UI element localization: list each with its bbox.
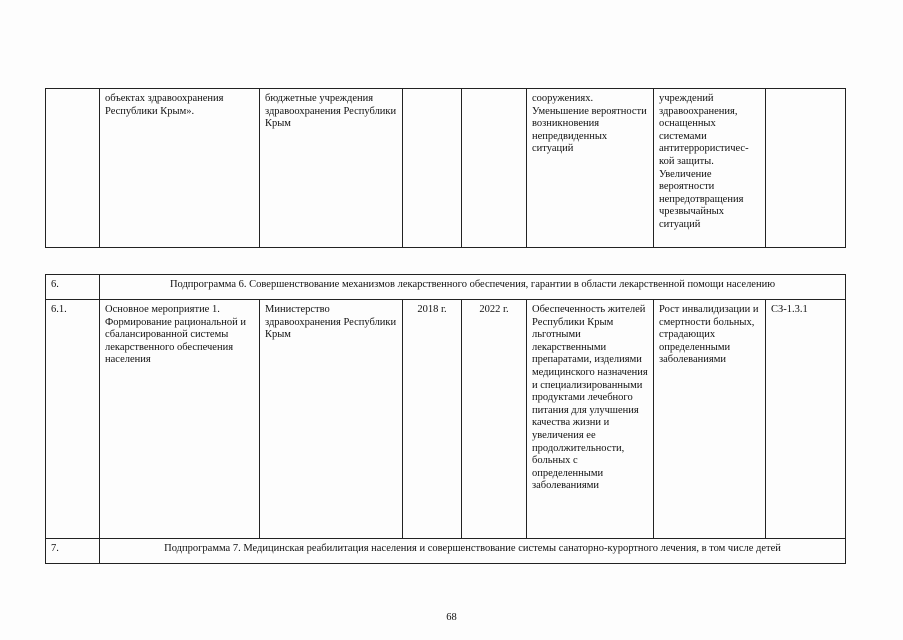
cell-link: СЗ-1.3.1 — [766, 300, 846, 539]
cell-number: 6.1. — [46, 300, 100, 539]
table-row-6-1 — [46, 300, 846, 539]
cell-consequences: учреждений здравоохранения, оснащенных системами антитеррористичес-кой защиты. Увеличение вероятности непредотвращения чрезвычайных ситуаций — [654, 89, 766, 248]
cell-consequences: Рост инвалидизации и смертности больных, страдающих определенными заболеваниями — [654, 300, 766, 539]
cell-end — [462, 89, 527, 248]
table-row — [46, 89, 846, 248]
page-number: 68 — [446, 612, 457, 623]
section-number: 7. — [46, 539, 100, 564]
section-number: 6. — [46, 275, 100, 300]
cell-start: 2018 г. — [403, 300, 462, 539]
cell-start — [403, 89, 462, 248]
cell-event: Основное мероприятие 1. Формирование рациональной и сбалансированной системы лекарственного обеспечения населения — [100, 300, 260, 539]
table-main — [45, 274, 846, 564]
section-title: Подпрограмма 7. Медицинская реабилитация населения и совершенствование системы санаторно-курортного лечения, в том числе детей — [100, 539, 846, 564]
cell-expected-result: Обеспеченность жителей Республики Крым льготными лекарственными препаратами, изделиями медицинского назначения и специализированными продуктами лечебного питания для улучшения качества жизни и увеличения ее продолжительности, больных с определенными заболеваниями — [527, 300, 654, 539]
table-top-continuation — [45, 88, 846, 248]
cell-end: 2022 г. — [462, 300, 527, 539]
cell-event: объектах здравоохранения Республики Крым». — [100, 89, 260, 248]
cell-link — [766, 89, 846, 248]
cell-executor: Министерство здравоохранения Республики Крым — [260, 300, 403, 539]
table-row-section-6 — [46, 275, 846, 300]
cell-expected-result: сооружениях. Уменьшение вероятности возникновения непредвиденных ситуаций — [527, 89, 654, 248]
cell-executor: бюджетные учреждения здравоохранения Республики Крым — [260, 89, 403, 248]
section-title: Подпрограмма 6. Совершенствование механизмов лекарственного обеспечения, гарантии в области лекарственной помощи населению — [100, 275, 846, 300]
table-row-section-7 — [46, 539, 846, 564]
cell-number — [46, 89, 100, 248]
